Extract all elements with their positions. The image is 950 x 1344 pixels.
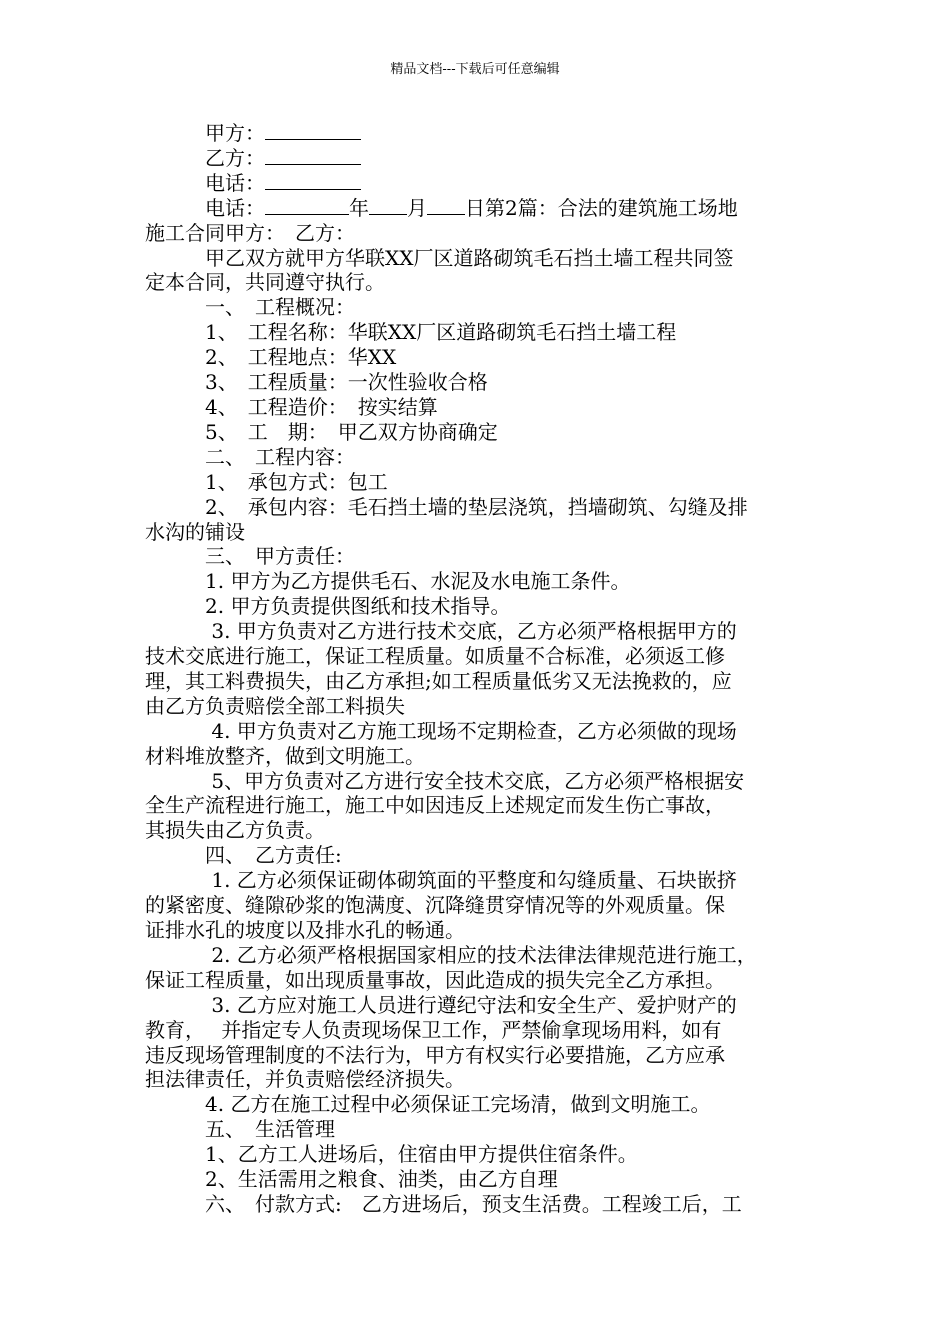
party-a-line <box>145 121 810 146</box>
party-a-label: 甲方： <box>205 121 265 145</box>
date-title-line <box>145 196 810 221</box>
contract-line: 定本合同，共同遵守执行。 <box>145 270 385 295</box>
contract-line: 理，其工料费损失，由乙方承担;如工程质量低劣又无法挽救的，应 <box>145 668 732 693</box>
contract-line: 材料堆放整齐，做到文明施工。 <box>145 743 425 768</box>
month-blank <box>369 196 407 215</box>
contract-line: 证排水孔的坡度以及排水孔的畅通。 <box>145 918 465 942</box>
party-a-blank <box>265 121 361 140</box>
contract-line: 5、 工 期： 甲乙双方协商确定 <box>145 419 498 444</box>
phone2-label: 电话： <box>205 195 265 220</box>
month-label: 月 <box>407 195 427 220</box>
contract-line: 1、 工程名称：华联XX厂区道路砌筑毛石挡土墙工程 <box>145 320 677 345</box>
contract-line: 三、 甲方责任： <box>145 544 355 569</box>
contract-line: 五、 生活管理 <box>145 1117 335 1142</box>
phone-blank <box>265 171 361 190</box>
contract-line: 1. 乙方必须保证砌体砌筑面的平整度和勾缝质量、石块嵌挤 <box>145 868 737 893</box>
contract-line: 保证工程质量，如出现质量事故，因此造成的损失完全乙方承担。 <box>145 967 725 992</box>
contract-line: 1、乙方工人进场后，住宿由甲方提供住宿条件。 <box>145 1142 638 1167</box>
contract-line: 2、 承包内容：毛石挡土墙的垫层浇筑，挡墙砌筑、勾缝及排 <box>145 494 748 519</box>
contract-line: 六、 付款方式: 乙方进场后，预支生活费。工程竣工后，工 <box>145 1191 742 1216</box>
contract-line: 5、甲方负责对乙方进行安全技术交底，乙方必须严格根据安 <box>145 768 745 793</box>
contract-line: 四、 乙方责任: <box>145 843 342 868</box>
day-blank <box>427 196 465 215</box>
contract-line: 2. 乙方必须严格根据国家相应的技术法律法律规范进行施工， <box>145 942 757 967</box>
contract-line: 施工合同甲方： 乙方： <box>145 220 355 245</box>
contract-body <box>145 121 810 1217</box>
contract-line: 3. 甲方负责对乙方进行技术交底，乙方必须严格根据甲方的 <box>145 619 737 644</box>
contract-line: 1、 承包方式：包工 <box>145 469 388 494</box>
party-b-label: 乙方： <box>205 145 265 170</box>
contract-line: 4. 甲方负责对乙方施工现场不定期检查，乙方必须做的现场 <box>145 718 737 743</box>
contract-line: 甲乙双方就甲方华联XX厂区道路砌筑毛石挡土墙工程共同签 <box>145 245 734 270</box>
contract-line: 违反现场管理制度的不法行为，甲方有权实行必要措施，乙方应承 <box>145 1042 725 1067</box>
contract-line: 的紧密度、缝隙砂浆的饱满度、沉降缝贯穿情况等的外观质量。保 <box>145 893 725 918</box>
contract-line: 2、生活需用之粮食、油类，由乙方自理 <box>145 1167 558 1192</box>
contract-line: 技术交底进行施工，保证工程质量。如质量不合标准，必须返工修 <box>145 644 725 669</box>
contract-line: 1. 甲方为乙方提供毛石、水泥及水电施工条件。 <box>145 569 631 594</box>
contract-line: 全生产流程进行施工，施工中如因违反上述规定而发生伤亡事故， <box>145 793 725 818</box>
page-header: 精品文档---下载后可任意编辑 <box>390 62 560 77</box>
contract-line: 4. 乙方在施工过程中必须保证工完场清，做到文明施工。 <box>145 1092 711 1117</box>
party-b-blank <box>265 146 361 165</box>
contract-line: 水沟的铺设 <box>145 519 245 544</box>
contract-line: 4、 工程造价： 按实结算 <box>145 394 438 419</box>
contract-lines <box>145 221 810 1217</box>
contract-line: 3. 乙方应对施工人员进行遵纪守法和安全生产、爱护财产的 <box>145 992 737 1017</box>
phone-label: 电话： <box>205 170 265 195</box>
day-title-label: 日第2篇：合法的建筑施工场地 <box>465 195 738 220</box>
contract-line: 一、 工程概况： <box>145 295 355 320</box>
contract-line: 由乙方负责赔偿全部工料损失 <box>145 693 405 718</box>
contract-line: 2、 工程地点：华XX <box>145 345 397 370</box>
contract-line: 3、 工程质量：一次性验收合格 <box>145 370 488 395</box>
contract-line: 其损失由乙方负责。 <box>145 818 325 843</box>
contract-line: 2. 甲方负责提供图纸和技术指导。 <box>145 594 511 619</box>
contract-line: 二、 工程内容： <box>145 444 355 469</box>
contract-line: 担法律责任，并负责赔偿经济损失。 <box>145 1067 465 1092</box>
year-label: 年 <box>349 195 369 220</box>
contract-line: 教育， 并指定专人负责现场保卫工作，严禁偷拿现场用料，如有 <box>145 1017 722 1042</box>
party-b-line <box>145 146 810 171</box>
phone-line <box>145 171 810 196</box>
phone2-blank <box>265 196 349 215</box>
